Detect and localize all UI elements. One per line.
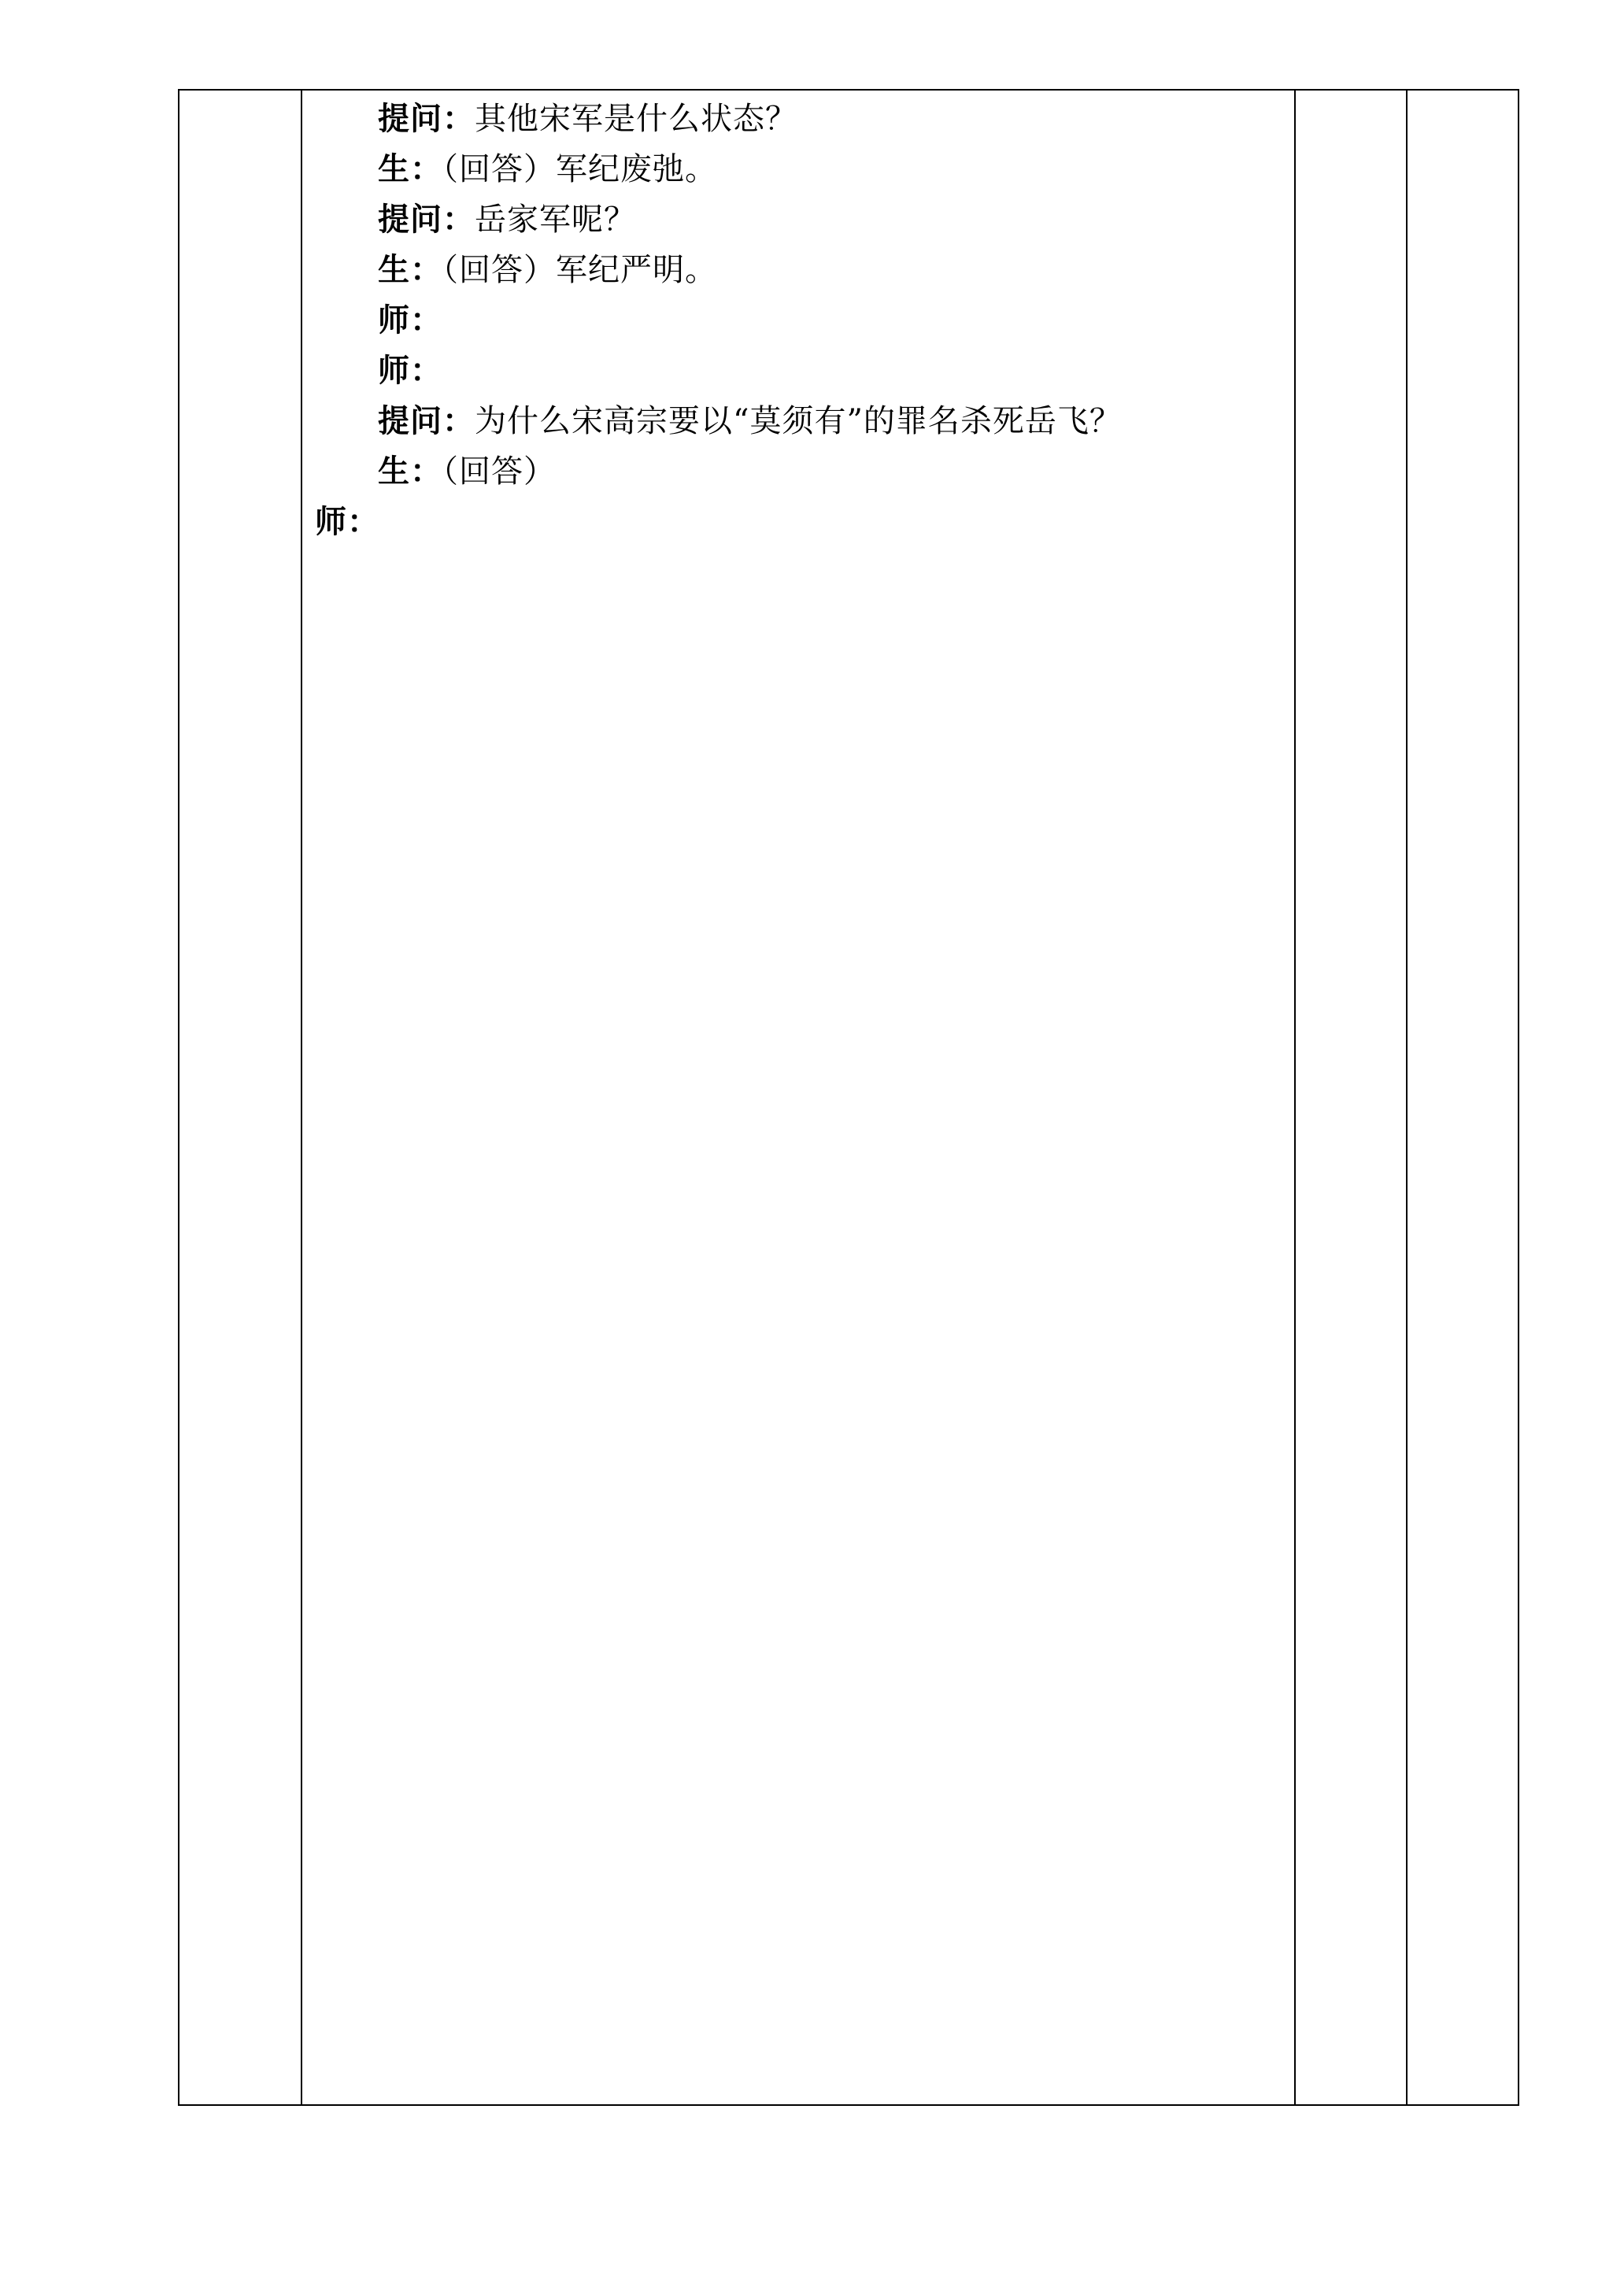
question-text: 其他宋军是什么状态？ [475, 101, 797, 137]
teaching-process-cell [301, 90, 1295, 2105]
question-label: 提问： [378, 100, 475, 137]
teacher-paragraph [315, 497, 1283, 547]
student-answer-line [315, 144, 1283, 194]
question-line [315, 94, 1283, 144]
question-text: 为什么宋高宗要以“莫须有”的罪名杀死岳飞？ [475, 403, 1122, 439]
teacher-paragraph [315, 346, 1283, 396]
question-label: 提问： [378, 201, 475, 238]
teaching-content [302, 91, 1294, 547]
student-answer-line [315, 446, 1283, 497]
student-label: 生： [378, 150, 442, 187]
right-column-cell [1407, 90, 1519, 2105]
table-row [179, 90, 1519, 2105]
teacher-label: 师： [378, 302, 442, 339]
student-label: 生： [378, 453, 442, 490]
question-label: 提问： [378, 402, 475, 439]
answer-text: （回答）军纪严明。 [442, 252, 717, 288]
answer-text: （回答）军纪废弛。 [442, 151, 717, 187]
notes-column-cell [1295, 90, 1407, 2105]
teacher-label: 师： [378, 352, 442, 389]
student-label: 生： [378, 251, 442, 288]
left-column-cell [179, 90, 301, 2105]
question-line [315, 194, 1283, 245]
lesson-plan-table [178, 89, 1519, 2106]
teacher-label: 师： [315, 503, 379, 540]
question-line [315, 396, 1283, 446]
teacher-paragraph [315, 295, 1283, 346]
question-text: 岳家军呢？ [475, 202, 636, 238]
answer-text: （回答） [442, 453, 556, 490]
student-answer-line [315, 245, 1283, 295]
